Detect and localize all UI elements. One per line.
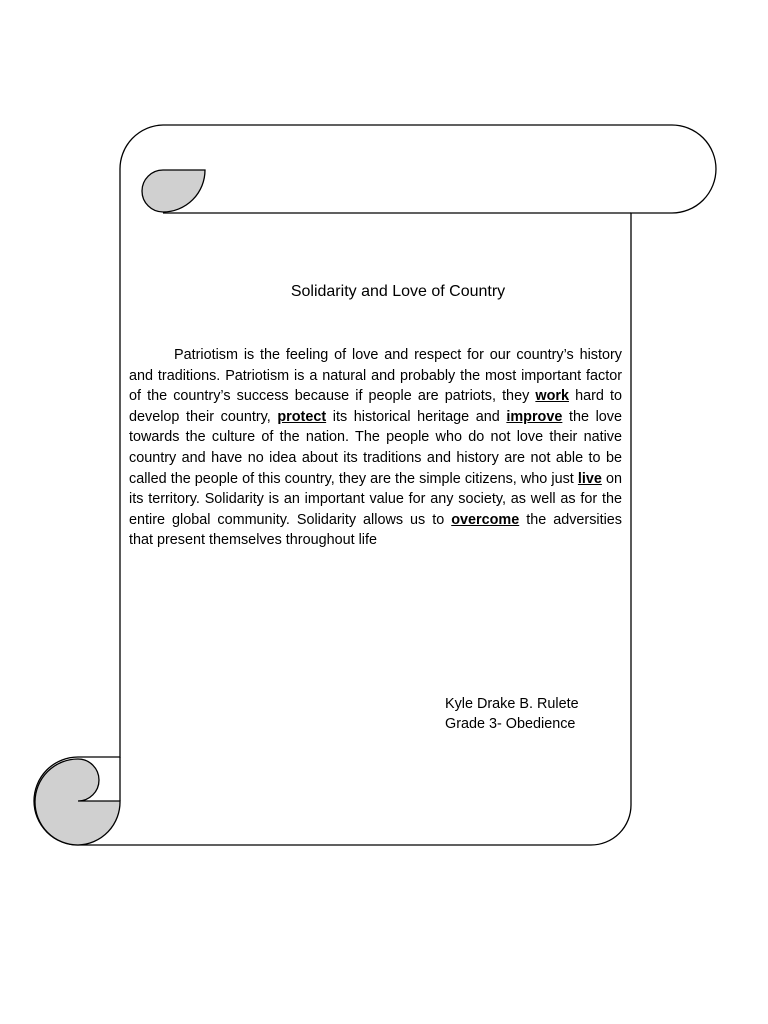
keyword-improve: improve	[506, 408, 563, 425]
paragraph-text: its historical heritage and	[326, 408, 507, 425]
keyword-protect: protect	[277, 408, 327, 425]
paragraph-text: the adversities that present themselves throughout life	[129, 511, 622, 549]
document-title: Solidarity and Love of Country	[290, 283, 506, 300]
essay-paragraph	[129, 345, 622, 551]
keyword-work: work	[535, 388, 569, 405]
paragraph-text: on its territory. Solidarity is an important value for any society, as well as for the entire global community. Solidarity allows us to	[129, 470, 622, 528]
keyword-live: live	[577, 470, 602, 487]
keyword-overcome: overcome	[451, 511, 520, 528]
paragraph-text: hard to develop their country,	[129, 388, 622, 425]
signature-block	[445, 694, 579, 734]
author-name: Kyle Drake B. Rulete	[445, 696, 579, 712]
author-grade: Grade 3- Obedience	[445, 716, 576, 732]
paragraph-text: Patriotism is the feeling of love and respect for our country’s history and traditions. Patriotism is a natural and probably the most important factor of the country’s success because if people are patriots, they	[129, 347, 622, 405]
paragraph-text: the love towards the culture of the nation. The people who do not love their native country and have no idea about its traditions and history are not able to be called the people of this country, they are the simple citizens, who just	[129, 408, 622, 487]
